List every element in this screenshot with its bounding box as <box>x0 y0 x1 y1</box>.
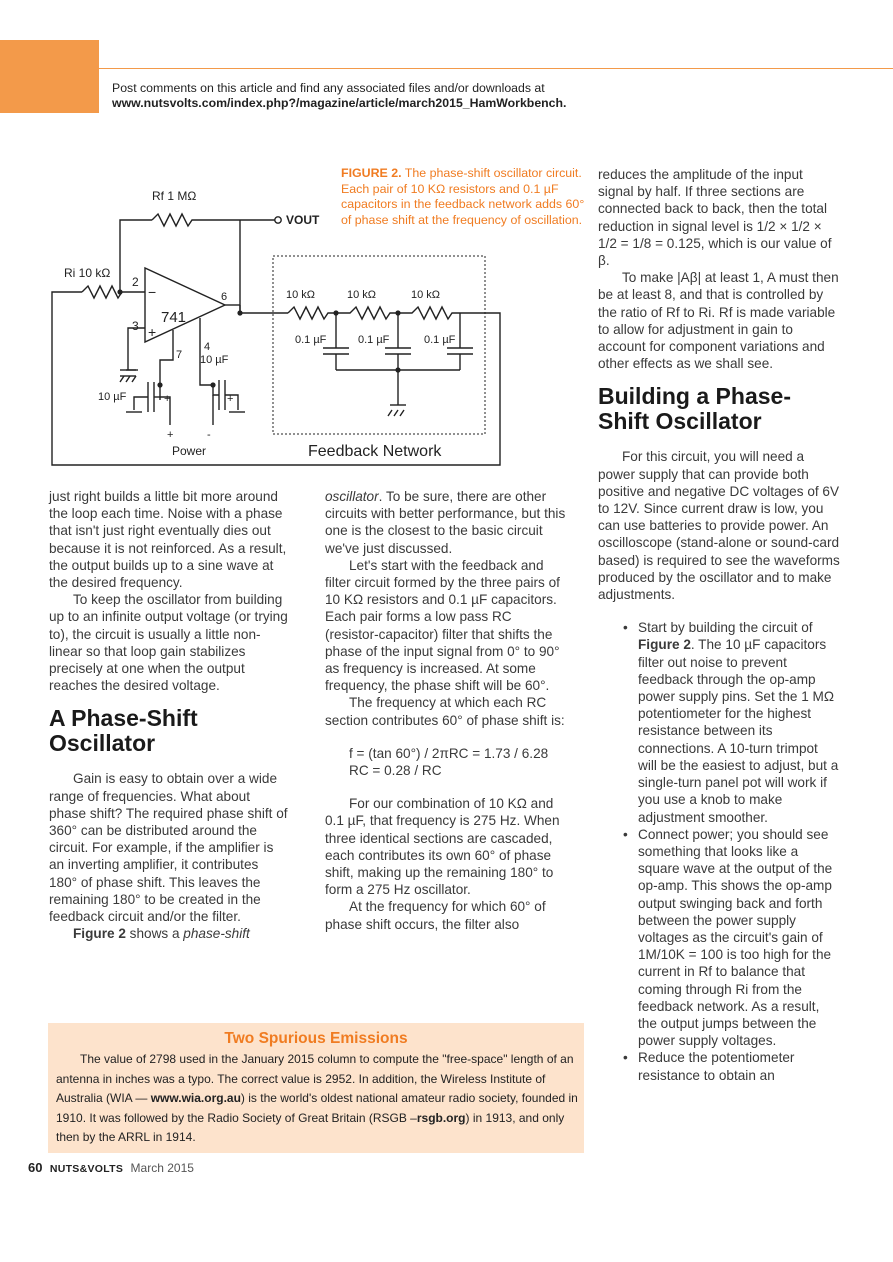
corner-accent <box>0 40 99 113</box>
col2-paragraph-2: Let's start with the feedback and filter circuit formed by the three pairs of 10 KΩ resistors and 0.1 µF capacitors. Each pair forms a low pass RC (resistor-capacitor) filter that shifts the phase of the input signal from 0° to 90° as frequency is increased. At some frequency, the phase shift will be 60°. <box>325 557 560 694</box>
resistor-2-label: 10 kΩ <box>347 289 377 301</box>
col2-paragraph-5: At the frequency for which 60° of phase shift occurs, the filter also <box>325 899 546 932</box>
col2-paragraph-4: For our combination of 10 KΩ and 0.1 µF, that frequency is 275 Hz. When three identical sections are cascaded, each contributes its own 60° of phase shift, making up the remaining 180° to form a 275 Hz oscillator. <box>325 796 560 898</box>
resistor-1-label: 10 kΩ <box>286 289 316 301</box>
capacitor-3-label: 0.1 µF <box>424 334 456 346</box>
pin3-label: 3 <box>132 319 139 333</box>
pin7-label: 7 <box>176 349 183 361</box>
column-3 <box>598 166 840 1084</box>
header-rule <box>99 68 893 69</box>
figure-caption <box>341 166 593 228</box>
page-footer <box>28 1160 194 1175</box>
sidebar-text-1: The value of 2798 used in the January 2015 column to compute the "free-space" length of an antenna in inches was a typo. The correct value is 2952. In addition, the Wireless Institute of Australia (WIA — <box>56 1052 574 1106</box>
magazine-logo: NUTS&VOLTS <box>49 1163 124 1175</box>
section-heading-building-oscillator: Building a Phase-Shift Oscillator <box>598 383 791 435</box>
opamp-label: 741 <box>161 309 187 326</box>
sidebar-title: Two Spurious Emissions <box>224 1030 408 1047</box>
section-heading-phase-shift-oscillator: A Phase-Shift Oscillator <box>49 705 198 757</box>
steps-list <box>618 619 840 1083</box>
power-label: Power <box>172 444 207 458</box>
sidebar-text-2: ) is the world's oldest national amateur radio society, founded in 1910. It was followed by the Radio Society of Great Britain (RSGB – <box>56 1091 578 1125</box>
list-item: • Connect power; you should see something that looks like a square wave at the output of the op-amp. This shows the op-amp output swinging back and forth between the power supply voltages as the circuit's gain of 1M/10K = 100 is too high for the current in Rf to balance that coming through Ri from the feedback network. As a result, the output jumps between the power supply voltages. <box>618 826 840 1050</box>
pin2-label: 2 <box>132 275 139 289</box>
sidebar-body <box>48 1048 584 1148</box>
inverting-sign: − <box>148 284 157 300</box>
col1-paragraph-4 <box>49 925 289 942</box>
download-note <box>112 81 566 111</box>
col1-paragraph-2: To keep the oscillator from building up to an infinite output voltage (or trying to), the circuit is usually a little non-linear so that loop gain stabilizes precisely at one when the output reaches the desired voltage. <box>49 592 288 694</box>
col1-paragraph-3: Gain is easy to obtain over a wide range of frequencies. What about phase shift? The required phase shift of 360° can be distributed around the circuit. For example, if the amplifier is an inverting amplifier, it contributes 180° of phase shift. This leaves the remaining 180° to be created in the feedback circuit and/or the filter. <box>49 771 288 925</box>
col3-paragraph-2: To make |Aβ| at least 1, A must then be at least 8, and that is controlled by the ratio of Rf to Ri. Rf is made variable to allow for adjustment in gain to account for component variations and other effects as we shall see. <box>598 270 839 372</box>
wia-link[interactable]: www.wia.org.au <box>150 1091 241 1106</box>
column-2 <box>325 488 568 933</box>
col2-paragraph-3: The frequency at which each RC section contributes 60° of phase shift is: <box>325 695 565 728</box>
pin4-label: 4 <box>204 341 211 353</box>
step-1-text-cont: . The 10 µF capacitors filter out noise to prevent feedback through the op-amp power supply pins. Set the 1 MΩ potentiometer for the highest resistance between its connections. A 10-turn trimpot will be the easiest to adjust, but a single-turn panel pot will work if you use a knob to make adjustment smoother. <box>638 637 839 825</box>
capacitor-right-label: 10 µF <box>200 354 229 366</box>
col1-paragraph-4-italic: phase-shift <box>183 926 250 942</box>
figure-ref: Figure 2 <box>73 926 126 942</box>
figure-caption-label: FIGURE 2. <box>341 166 402 180</box>
figure-caption-text: The phase-shift oscillator circuit. Each pair of 10 KΩ resistors and 0.1 µF capacitors in the feedback network adds 60° of phase shift at the frequency of oscillation. <box>341 166 585 227</box>
col1-paragraph-4-text: shows a <box>125 926 184 942</box>
power-plus: + <box>167 429 174 441</box>
col2-paragraph-1 <box>325 488 568 557</box>
resistor-3-label: 10 kΩ <box>411 289 441 301</box>
list-item <box>618 619 840 825</box>
page-number: 60 <box>28 1160 43 1175</box>
list-item: • Reduce the potentiometer resistance to obtain an <box>618 1049 840 1083</box>
rf-label: Rf 1 MΩ <box>152 189 197 203</box>
download-note-text: Post comments on this article and find any associated files and/or downloads at <box>112 81 545 95</box>
column-1 <box>49 488 289 942</box>
capacitor-right-plus: + <box>227 393 234 405</box>
col3-paragraph-1: reduces the amplitude of the input signal by half. If three sections are connected back to back, then the total reduction in signal level is 1/2 × 1/2 × 1/2 = 1/8 = 0.125, which is our value of β. <box>598 167 832 269</box>
col2-paragraph-1-text: . To be sure, there are other circuits with better performance, but this one is the closest to the basic circuit we've just discussed. <box>325 489 566 556</box>
vout-label: VOUT <box>286 213 320 227</box>
article-link[interactable]: www.nutsvolts.com/index.php?/magazine/article/march2015_HamWorkbench. <box>112 96 567 110</box>
step-1-text: Start by building the circuit of <box>638 620 813 636</box>
frequency-formula: f = (tan 60°) / 2πRC = 1.73 / 6.28 RC = 0.28 / RC <box>349 745 549 779</box>
col1-paragraph-1: just right builds a little bit more around the loop each time. Noise with a phase that isn't just right eventually dies out because it is not reinforced. As a result, the output builds up to a sine wave at the desired frequency. <box>49 489 287 591</box>
feedback-network-label: Feedback Network <box>308 443 442 460</box>
power-minus: - <box>207 429 211 441</box>
vout-terminal <box>275 217 281 223</box>
noninverting-sign: + <box>148 324 157 340</box>
col2-paragraph-1-italic: oscillator <box>325 489 379 504</box>
capacitor-1-label: 0.1 µF <box>295 334 327 346</box>
pin6-label: 6 <box>221 291 228 303</box>
rsgb-link[interactable]: rsgb.org <box>416 1110 466 1125</box>
capacitor-left-plus: + <box>164 393 171 405</box>
ri-label: Ri 10 kΩ <box>64 266 111 280</box>
figure-ref: Figure 2 <box>638 637 691 653</box>
capacitor-2-label: 0.1 µF <box>358 334 390 346</box>
issue-date: March 2015 <box>130 1161 194 1175</box>
sidebar-text-3: ) in 1913, and only then by the ARRL in 1914. <box>56 1110 565 1145</box>
capacitor-left-label: 10 µF <box>98 391 127 403</box>
errata-sidebar <box>48 1023 584 1153</box>
col3-paragraph-3: For this circuit, you will need a power supply that can provide both positive and negative DC voltages of 6V to 12V. Since current draw is low, you can use batteries to provide power. An oscilloscope (stand-alone or sound-card based) is required to see the waveforms produced by the oscillator and to make adjustments. <box>598 449 840 603</box>
